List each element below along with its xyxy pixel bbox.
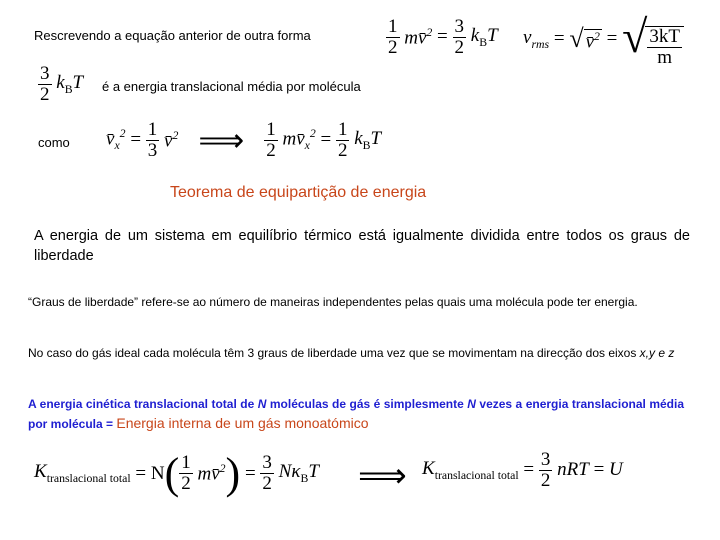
p4-part2: moléculas de gás é simplesmente (266, 397, 468, 411)
p4-N1: N (257, 397, 267, 411)
intro-text: Rescrevendo a equação anterior de outra forma (34, 28, 311, 43)
equation-vrms: $v_{rms}$ = √ v̄$^2$ = √ $\frac{3kT}{m}$ (523, 10, 684, 68)
equation-kinetic-energy: $\frac{1}{2}$ mv̄$^2$ = $\frac{3}{2}$ $k_BT$ (388, 16, 498, 58)
equation-total-kinetic: $K_{translacional total}$ = N ( $\frac{1}{2}$ mv̄$^2$ ) = $\frac{3}{2}$ $N\kappa_BT$ (34, 449, 319, 498)
paragraph-ideal-gas-main: No caso do gás ideal cada molécula têm 3 graus de liberdade uma vez que se movimentam na direcção dos eixos (28, 346, 640, 360)
axes-label: x,y e z (639, 346, 675, 360)
paragraph-degrees-of-freedom: “Graus de liberdade” refere-se ao número de maneiras independentes pelas quais uma molécula pode ter energia. (28, 295, 638, 309)
paragraph-ideal-gas (28, 344, 684, 363)
como-text: como (38, 135, 70, 150)
equation-avg-energy: $\frac{3}{2}$ $k_BT$ (40, 63, 84, 105)
implies-arrow-icon: ⟹ (198, 121, 245, 160)
p4-part1: A energia cinética translacional total de (28, 397, 258, 411)
avg-energy-text: é a energia translacional média por molécula (102, 79, 361, 94)
internal-energy-highlight: Energia interna de um gás monoatómico (116, 415, 369, 431)
section-title: Teorema de equipartição de energia (170, 184, 427, 201)
implies-arrow-2-icon: ⟹ (358, 456, 407, 496)
paragraph-total-kinetic-energy (28, 395, 684, 434)
p4-N2: N (467, 397, 476, 411)
paragraph-equilibrium: A energia de um sistema em equilíbrio térmico está igualmente dividida entre todos os graus de liberdade (34, 228, 690, 264)
p4-part3: vezes a energia translacional média por molécula = (28, 397, 685, 431)
equation-vx: $v̄_x^2$ = $\frac{1}{3}$ v̄$^2$ ⟹ $\frac{1}{2}$ $mv̄_x^2$ = $\frac{1}{2}$ $k_BT$ (106, 119, 382, 161)
equation-total-nrt: $K_{translacional total}$ = $\frac{3}{2}$ nRT = U (422, 449, 623, 491)
